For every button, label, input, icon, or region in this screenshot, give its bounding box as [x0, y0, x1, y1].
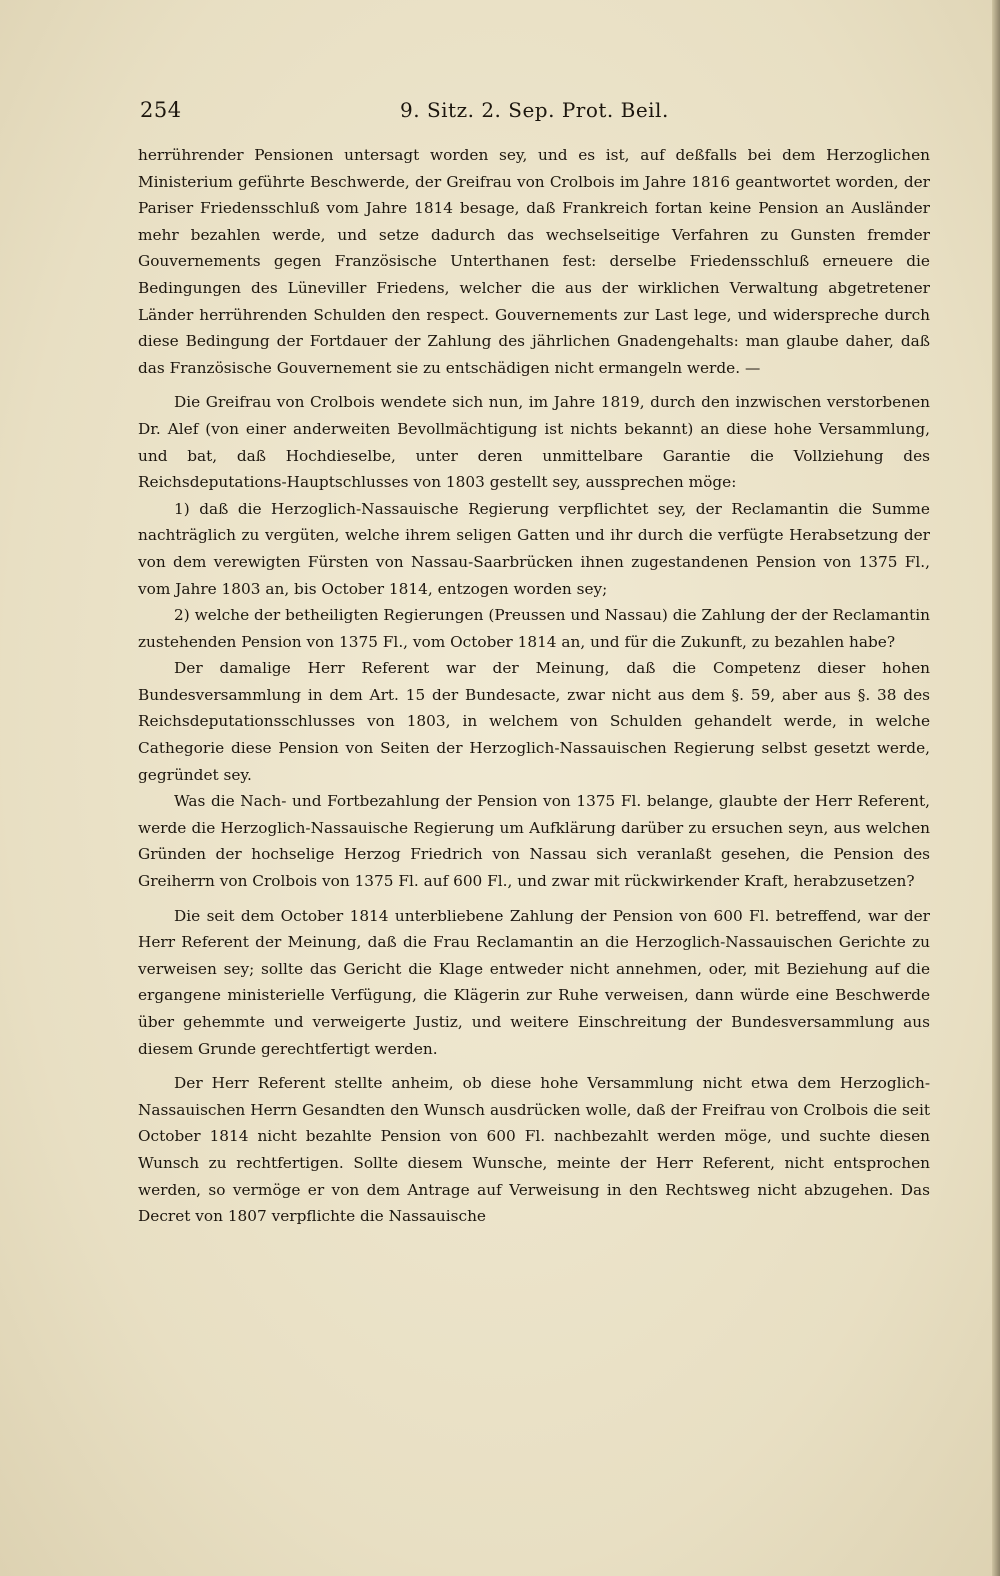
- body-text: [138, 142, 930, 1230]
- page-edge: [992, 0, 1000, 1576]
- paragraph-unpaid-pension: Die seit dem October 1814 unterbliebene Zahlung der Pension von 600 Fl. betreffend, war der Herr Referent der Meinung, daß die Frau Reclamantin an die Herzoglich-Nassauischen Gerichte zu verweisen sey; sollte das Gericht die Klage entweder nicht annehmen, oder, mit Beziehung auf die ergangene ministerielle Verfügung, die Klägerin zur Ruhe verweisen, dann würde eine Beschwerde über gehemmte und verweigerte Justiz, und weitere Einschreitung der Bundesversammlung aus diesem Grunde gerechtfertigt werden.: [138, 906, 930, 1058]
- paragraph-point-2: 2) welche der betheiligten Regierungen (Preussen und Nassau) die Zahlung der der Reclamantin zustehenden Pension von 1375 Fl., vom October 1814 an, und für die Zukunft, zu bezahlen habe?: [138, 606, 930, 651]
- paragraph-point-1: 1) daß die Herzoglich-Nassauische Regierung verpflichtet sey, der Reclamantin die Summe nachträglich zu vergüten, welche ihrem seligen Gatten und ihr durch die verfügte Herabsetzung der von dem verewigten Fürsten von Nassau-Saarbrücken ihnen zugestandenen Pension von 1375 Fl., vom Jahre 1803 an, bis October 1814, entzogen worden sey;: [138, 499, 930, 598]
- paragraph-competence: Der damalige Herr Referent war der Meinung, daß die Competenz dieser hohen Bundesversammlung in dem Art. 15 der Bundesacte, zwar nicht aus dem §. 59, aber aus §. 38 des Reichsdeputationsschlusses von 1803, in welchem von Schulden gehandelt werde, in welche Cathegorie diese Pension von Seiten der Herzoglich-Nassauischen Regierung selbst gesetzt werde, gegründet sey.: [138, 659, 930, 784]
- paragraph-continuation: herrührender Pensionen untersagt worden sey, und es ist, auf deßfalls bei dem Herzoglichen Ministerium geführte Beschwerde, der Greifrau von Crolbois im Jahre 1816 geantwortet worden, der Pariser Friedensschluß vom Jahre 1814 besage, daß Frankreich fortan keine Pension an Ausländer mehr bezahlen werde, und setze dadurch das wechselseitige Verfahren zu Gunsten fremder Gouvernements gegen Französische Unterthanen fest: derselbe Friedensschluß erneuere die Bedingungen des Lüneviller Friedens, welcher die aus der wirklichen Verwaltung abgetretener Länder herrührenden Schulden den respect. Gouvernements zur Last lege, und widerspreche durch diese Bedingung der Fortdauer der Zahlung des jährlichen Gnadengehalts: man glaube daher, daß das Französische Gouvernement sie zu entschädigen nicht ermangeln werde. —: [138, 146, 930, 377]
- paragraph-back-payment: Was die Nach- und Fortbezahlung der Pension von 1375 Fl. belange, glaubte der Herr Referent, werde die Herzoglich-Nassauische Regierung um Aufklärung darüber zu ersuchen seyn, aus welchen Gründen der hochselige Herzog Friedrich von Nassau sich veranlaßt gesehen, die Pension des Greiherrn von Crolbois von 1375 Fl. auf 600 Fl., und zwar mit rückwirkender Kraft, herabzusetzen?: [138, 792, 930, 891]
- paragraph-referent-motion: Der Herr Referent stellte anheim, ob diese hohe Versammlung nicht etwa dem Herzoglich-Nassauischen Herrn Gesandten den Wunsch ausdrücken wolle, daß der Freifrau von Crolbois die seit October 1814 nicht bezahlte Pension von 600 Fl. nachbezahlt werden möge, und suchte diesen Wunsch zu rechtfertigen. Sollte diesem Wunsche, meinte der Herr Referent, nicht entsprochen werden, so vermöge er von dem Antrage auf Verweisung in den Rechtsweg nicht abzugehen. Das Decret von 1807 verpflichte die Nassauische: [138, 1074, 930, 1226]
- running-head: 9. Sitz. 2. Sep. Prot. Beil.: [400, 98, 669, 122]
- page-header: [140, 98, 840, 128]
- page-number: 254: [140, 98, 182, 122]
- paragraph-petition: Die Greifrau von Crolbois wendete sich nun, im Jahre 1819, durch den inzwischen verstorbenen Dr. Alef (von einer anderweiten Bevollmächtigung ist nichts bekannt) an diese hohe Versammlung, und bat, daß Hochdieselbe, unter deren unmittelbare Garantie die Vollziehung des Reichsdeputations-Hauptschlusses von 1803 gestellt sey, aussprechen möge:: [138, 393, 930, 492]
